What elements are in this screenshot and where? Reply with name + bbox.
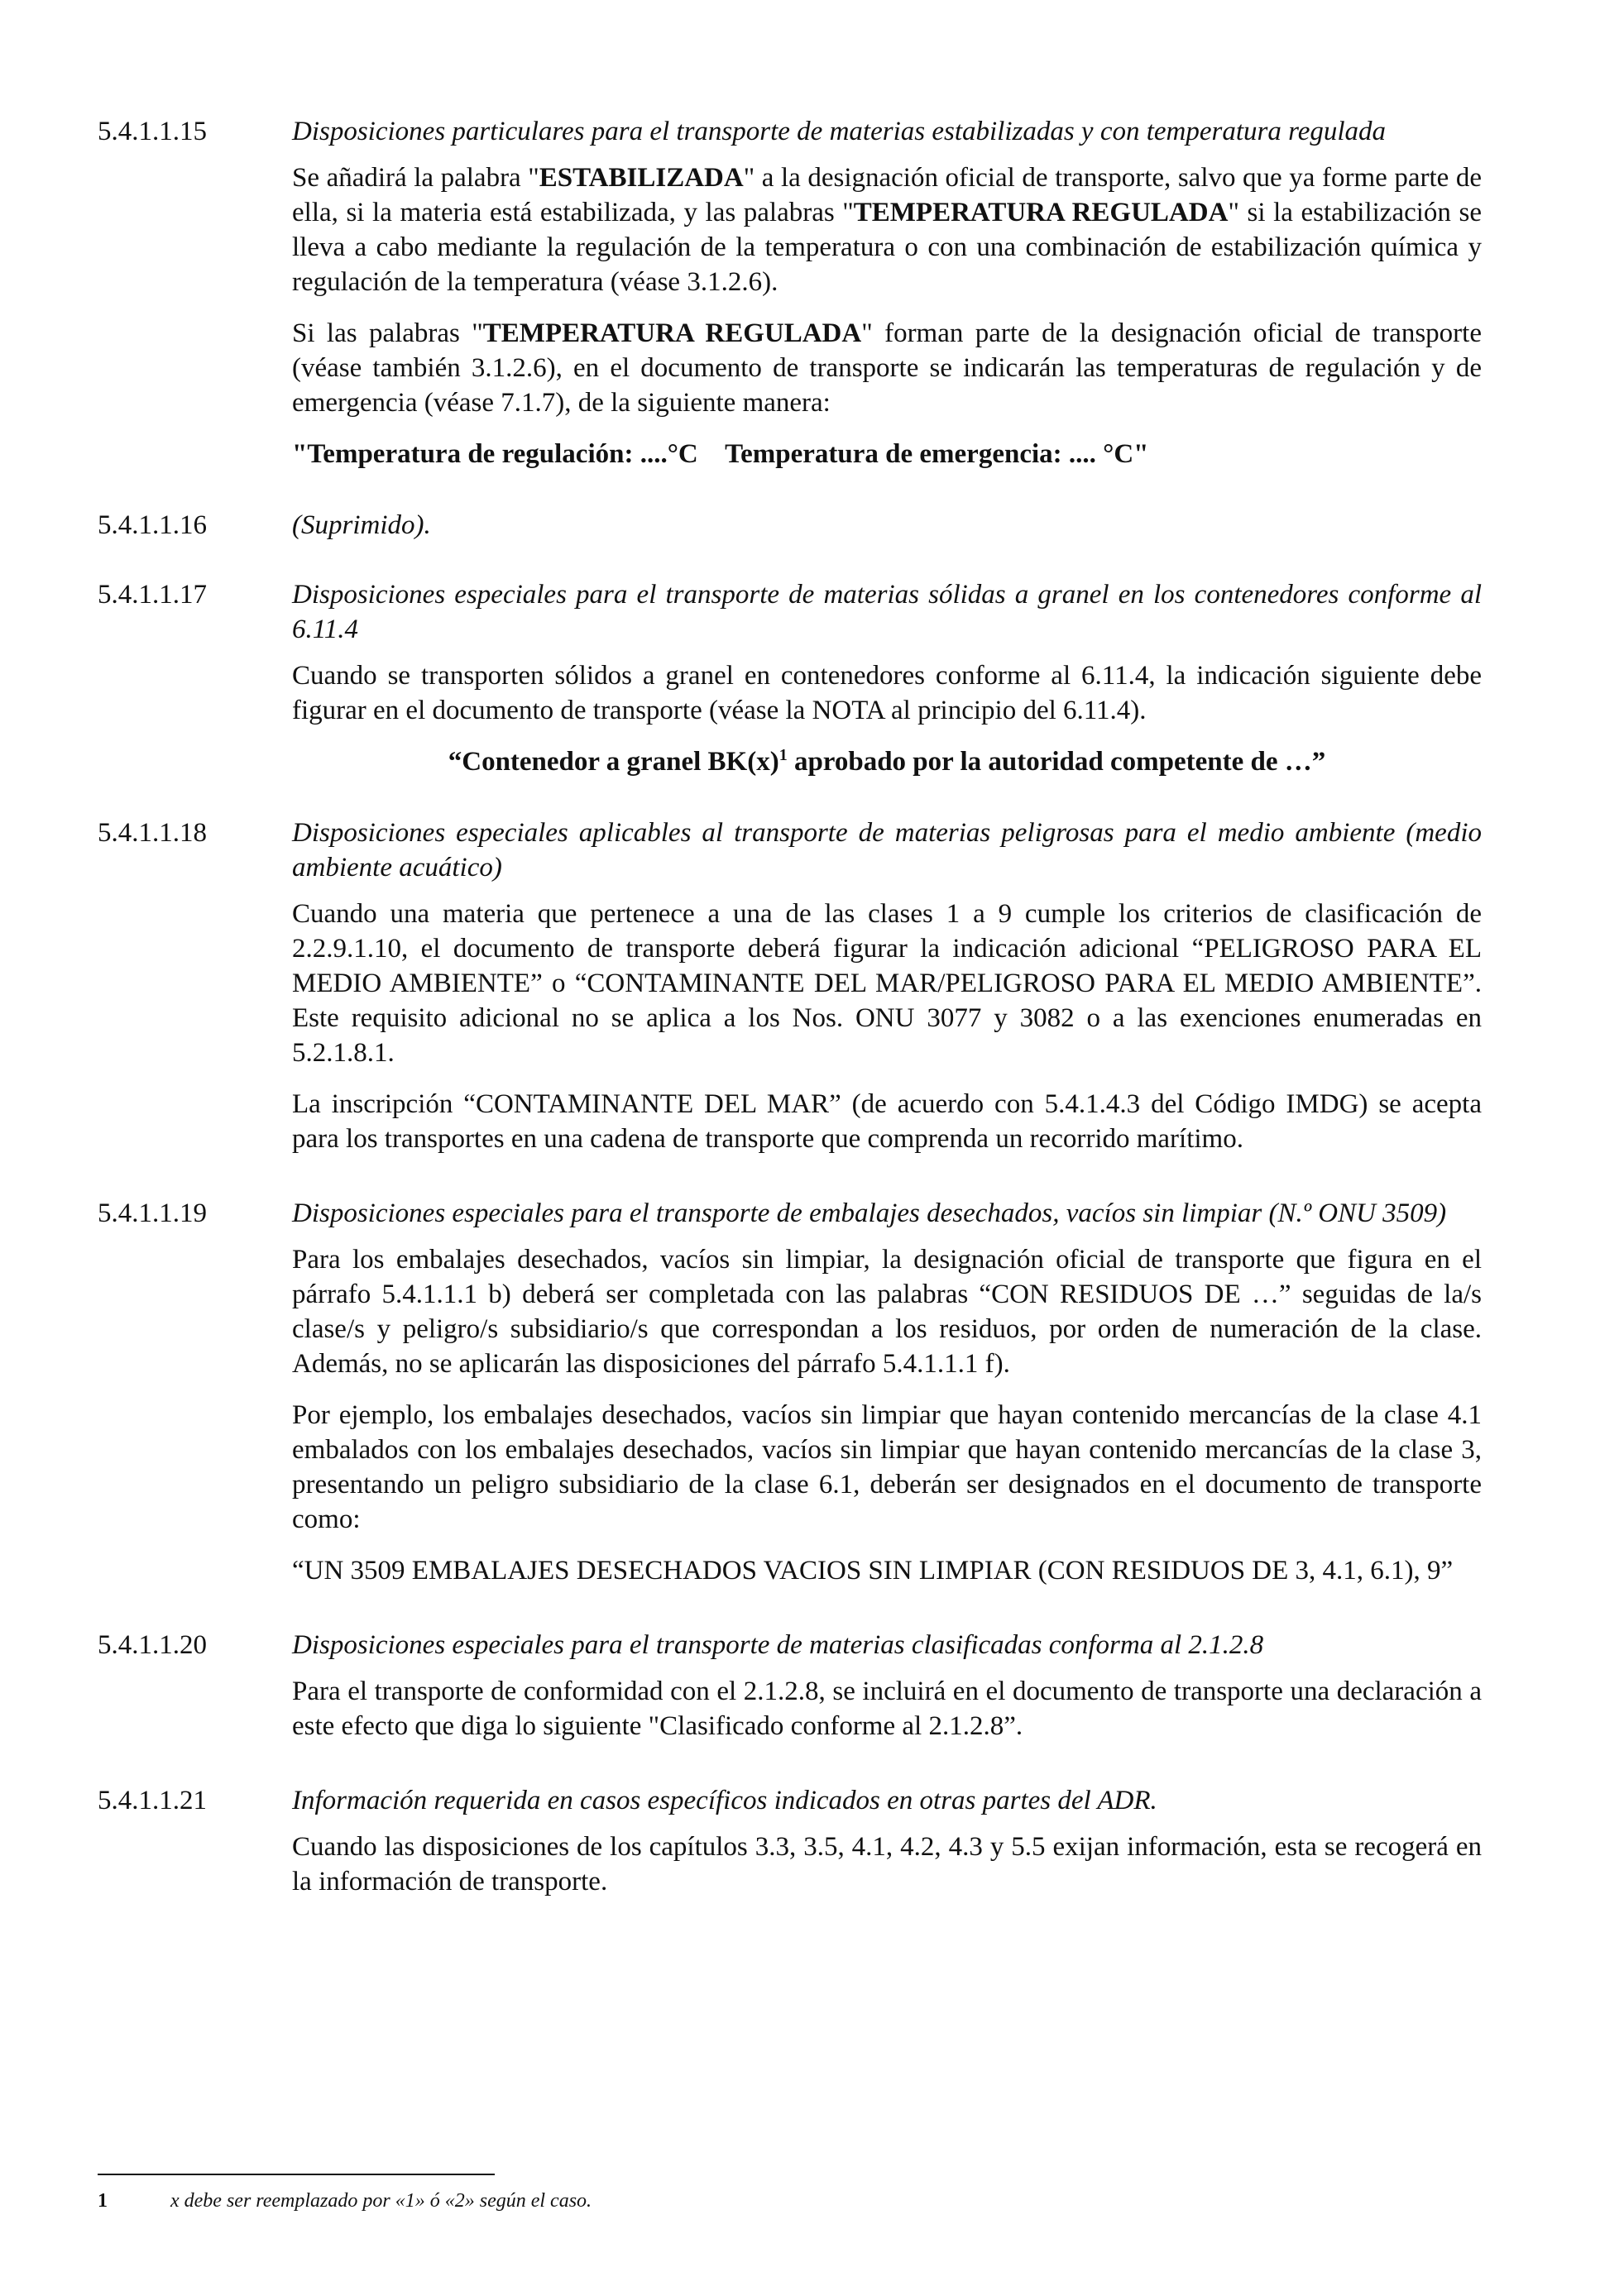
section-number: 5.4.1.1.15 [98, 117, 207, 146]
example-designation: “UN 3509 EMBALAJES DESECHADOS VACIOS SIN LIMPIAR (CON RESIDUOS DE 3, 4.1, 6.1), 9” [292, 1556, 1454, 1586]
section-5-4-1-1-19 [98, 1196, 1482, 1605]
text-run: aprobado por la autoridad competente de …” [787, 747, 1326, 777]
paragraph: Para los embalajes desechados, vacíos sin limpiar, la designación oficial de transporte que figura en el párrafo 5.4.1.1.1 b) deberá ser completada con las palabras “CON RESIDUOS DE …” seguidas de la/s clase/s y peligro/s subsidiario/s que correspondan a los residuos, por orden de numeración de la clase. Además, no se aplicarán las disposiciones del párrafo 5.4.1.1.1 f). [292, 1245, 1482, 1379]
section-heading: Disposiciones especiales para el transporte de materias sólidas a granel en los contenedores conforme al 6.11.4 [292, 580, 1482, 644]
section-content [292, 114, 1482, 485]
section-content [292, 816, 1482, 1173]
section-content [292, 1196, 1482, 1605]
text-run: " a la designación oficial de transporte, salvo que ya forme parte de ella, si la materia está estabilizada, y las palabras " [292, 163, 1482, 227]
section-5-4-1-1-15 [98, 114, 1482, 485]
section-content [292, 508, 1482, 554]
paragraph [292, 160, 1482, 299]
footnote-divider [98, 2174, 495, 2175]
bold-term: TEMPERATURA REGULADA [853, 198, 1229, 227]
footnote-number: 1 [98, 2190, 108, 2212]
paragraph: La inscripción “CONTAMINANTE DEL MAR” (de acuerdo con 5.4.1.4.3 del Código IMDG) se acepta para los transportes en una cadena de transporte que comprenda un recorrido marítimo. [292, 1089, 1482, 1154]
paragraph [292, 316, 1482, 420]
section-content [292, 1783, 1482, 1916]
section-number: 5.4.1.1.19 [98, 1198, 207, 1228]
footnote-text: x debe ser reemplazado por «1» ó «2» según el caso. [170, 2190, 592, 2212]
section-heading: (Suprimido). [292, 510, 431, 540]
temperature-format-line: "Temperatura de regulación: ....°C Temperatura de emergencia: .... °C" [292, 439, 1149, 469]
footnote-reference[interactable]: 1 [778, 746, 788, 764]
text-run: Se añadirá la palabra " [292, 163, 539, 193]
text-run: " si la estabilización se lleva a cabo mediante la regulación de la temperatura o con una combinación de estabilización química y regulación de la temperatura (véase 3.1.2.6). [292, 198, 1482, 297]
section-number: 5.4.1.1.17 [98, 580, 207, 610]
text-run: Si las palabras " [292, 318, 483, 348]
document-body [98, 114, 1482, 1939]
section-heading: Disposiciones particulares para el transporte de materias estabilizadas y con temperatura regulada [292, 117, 1387, 146]
bold-term: ESTABILIZADA [539, 163, 744, 193]
bold-term: TEMPERATURA REGULADA [482, 318, 862, 348]
bulk-container-line [292, 744, 1482, 779]
section-heading: Disposiciones especiales para el transporte de embalajes desechados, vacíos sin limpiar (N.º ONU 3509) [292, 1198, 1447, 1228]
section-5-4-1-1-18 [98, 816, 1482, 1173]
section-5-4-1-1-17 [98, 577, 1482, 792]
section-number: 5.4.1.1.16 [98, 510, 207, 540]
section-content [292, 577, 1482, 792]
section-content [292, 1628, 1482, 1760]
paragraph: Por ejemplo, los embalajes desechados, vacíos sin limpiar que hayan contenido mercancías de la clase 4.1 embalados con los embalajes desechados, vacíos sin limpiar que hayan contenido mercancías de la clase 3, presentando un peligro subsidiario de la clase 6.1, deberán ser designados en el documento de transporte como: [292, 1400, 1482, 1534]
section-heading: Información requerida en casos específicos indicados en otras partes del ADR. [292, 1786, 1157, 1815]
text-run: " forman parte de la designación oficial de transporte (véase también 3.1.2.6), en el documento de transporte se indicarán las temperaturas de regulación y de emergencia (véase 7.1.7), de la siguiente manera: [292, 318, 1482, 418]
paragraph: Cuando las disposiciones de los capítulos 3.3, 3.5, 4.1, 4.2, 4.3 y 5.5 exijan información, esta se recogerá en la información de transporte. [292, 1832, 1482, 1897]
section-5-4-1-1-21 [98, 1783, 1482, 1916]
paragraph: Para el transporte de conformidad con el 2.1.2.8, se incluirá en el documento de transporte una declaración a este efecto que diga lo siguiente "Clasificado conforme al 2.1.2.8”. [292, 1677, 1482, 1741]
section-number: 5.4.1.1.18 [98, 818, 207, 848]
section-heading: Disposiciones especiales aplicables al transporte de materias peligrosas para el medio ambiente (medio ambiente acuático) [292, 818, 1482, 883]
footnote [98, 2188, 592, 2213]
paragraph: Cuando se transporten sólidos a granel en contenedores conforme al 6.11.4, la indicación siguiente debe figurar en el documento de transporte (véase la NOTA al principio del 6.11.4). [292, 661, 1482, 725]
section-number: 5.4.1.1.21 [98, 1786, 207, 1815]
section-5-4-1-1-16 [98, 508, 1482, 554]
text-run: “Contenedor a granel BK(x) [448, 747, 779, 777]
section-5-4-1-1-20 [98, 1628, 1482, 1760]
section-number: 5.4.1.1.20 [98, 1630, 207, 1660]
paragraph: Cuando una materia que pertenece a una de las clases 1 a 9 cumple los criterios de clasificación de 2.2.9.1.10, el documento de transporte deberá figurar la indicación adicional “PELIGROSO PARA EL MEDIO AMBIENTE” o “CONTAMINANTE DEL MAR/PELIGROSO PARA EL MEDIO AMBIENTE”. Este requisito adicional no se aplica a los Nos. ONU 3077 y 3082 o a las exenciones enumeradas en 5.2.1.8.1. [292, 899, 1482, 1068]
section-heading: Disposiciones especiales para el transporte de materias clasificadas conforma al 2.1.2.8 [292, 1630, 1264, 1660]
